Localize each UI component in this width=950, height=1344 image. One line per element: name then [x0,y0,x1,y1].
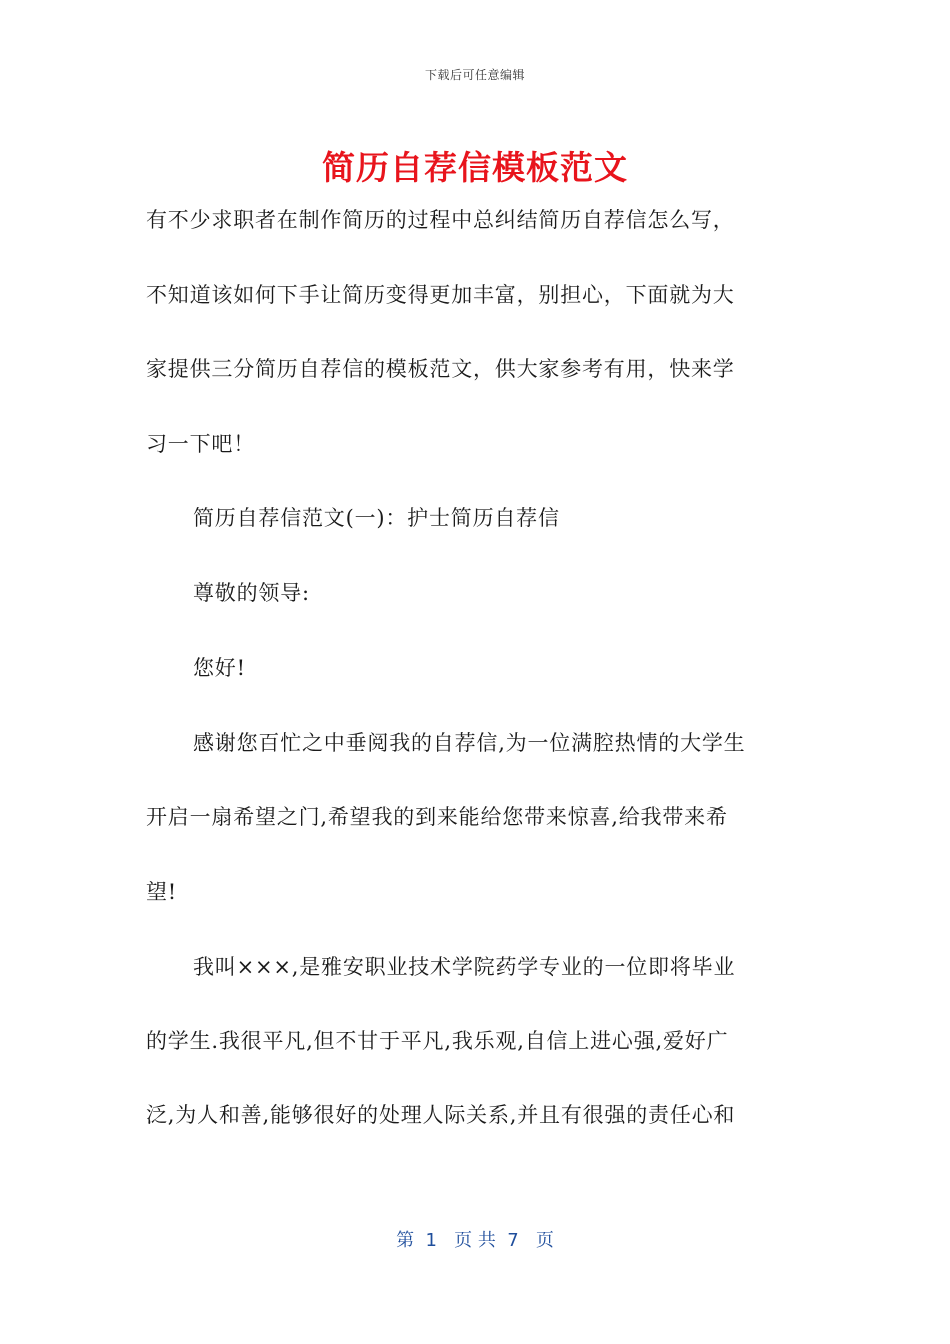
body-line: 有不少求职者在制作简历的过程中总纠结简历自荐信怎么写， [146,208,735,232]
body-line: 开启一扇希望之门,希望我的到来能给您带来惊喜,给我带来希 [146,805,728,829]
header-note: 下载后可任意编辑 [424,68,525,82]
body-line: 家提供三分简历自荐信的模板范文，供大家参考有用，快来学 [146,357,735,381]
body-line: 不知道该如何下手让简历变得更加丰富，别担心，下面就为大 [146,283,735,307]
body-line: 泛,为人和善,能够很好的处理人际关系,并且有很强的责任心和 [146,1103,736,1127]
page-footer: 第 1 页 共 7 页 [396,1230,554,1251]
body-line: 我叫×××,是雅安职业技术学院药学专业的一位即将毕业 [193,955,736,979]
section-heading: 简历自荐信范文(一)：护士简历自荐信 [193,506,560,530]
salutation: 尊敬的领导: [193,581,310,605]
body-line: 感谢您百忙之中垂阅我的自荐信,为一位满腔热情的大学生 [193,731,746,755]
greeting: 您好! [193,656,246,680]
body-line: 的学生.我很平凡,但不甘于平凡,我乐观,自信上进心强,爱好广 [146,1029,729,1053]
body-line: 习一下吧！ [146,432,255,456]
body-line: 望! [146,880,178,904]
document-title: 简历自荐信模板范文 [322,148,628,187]
